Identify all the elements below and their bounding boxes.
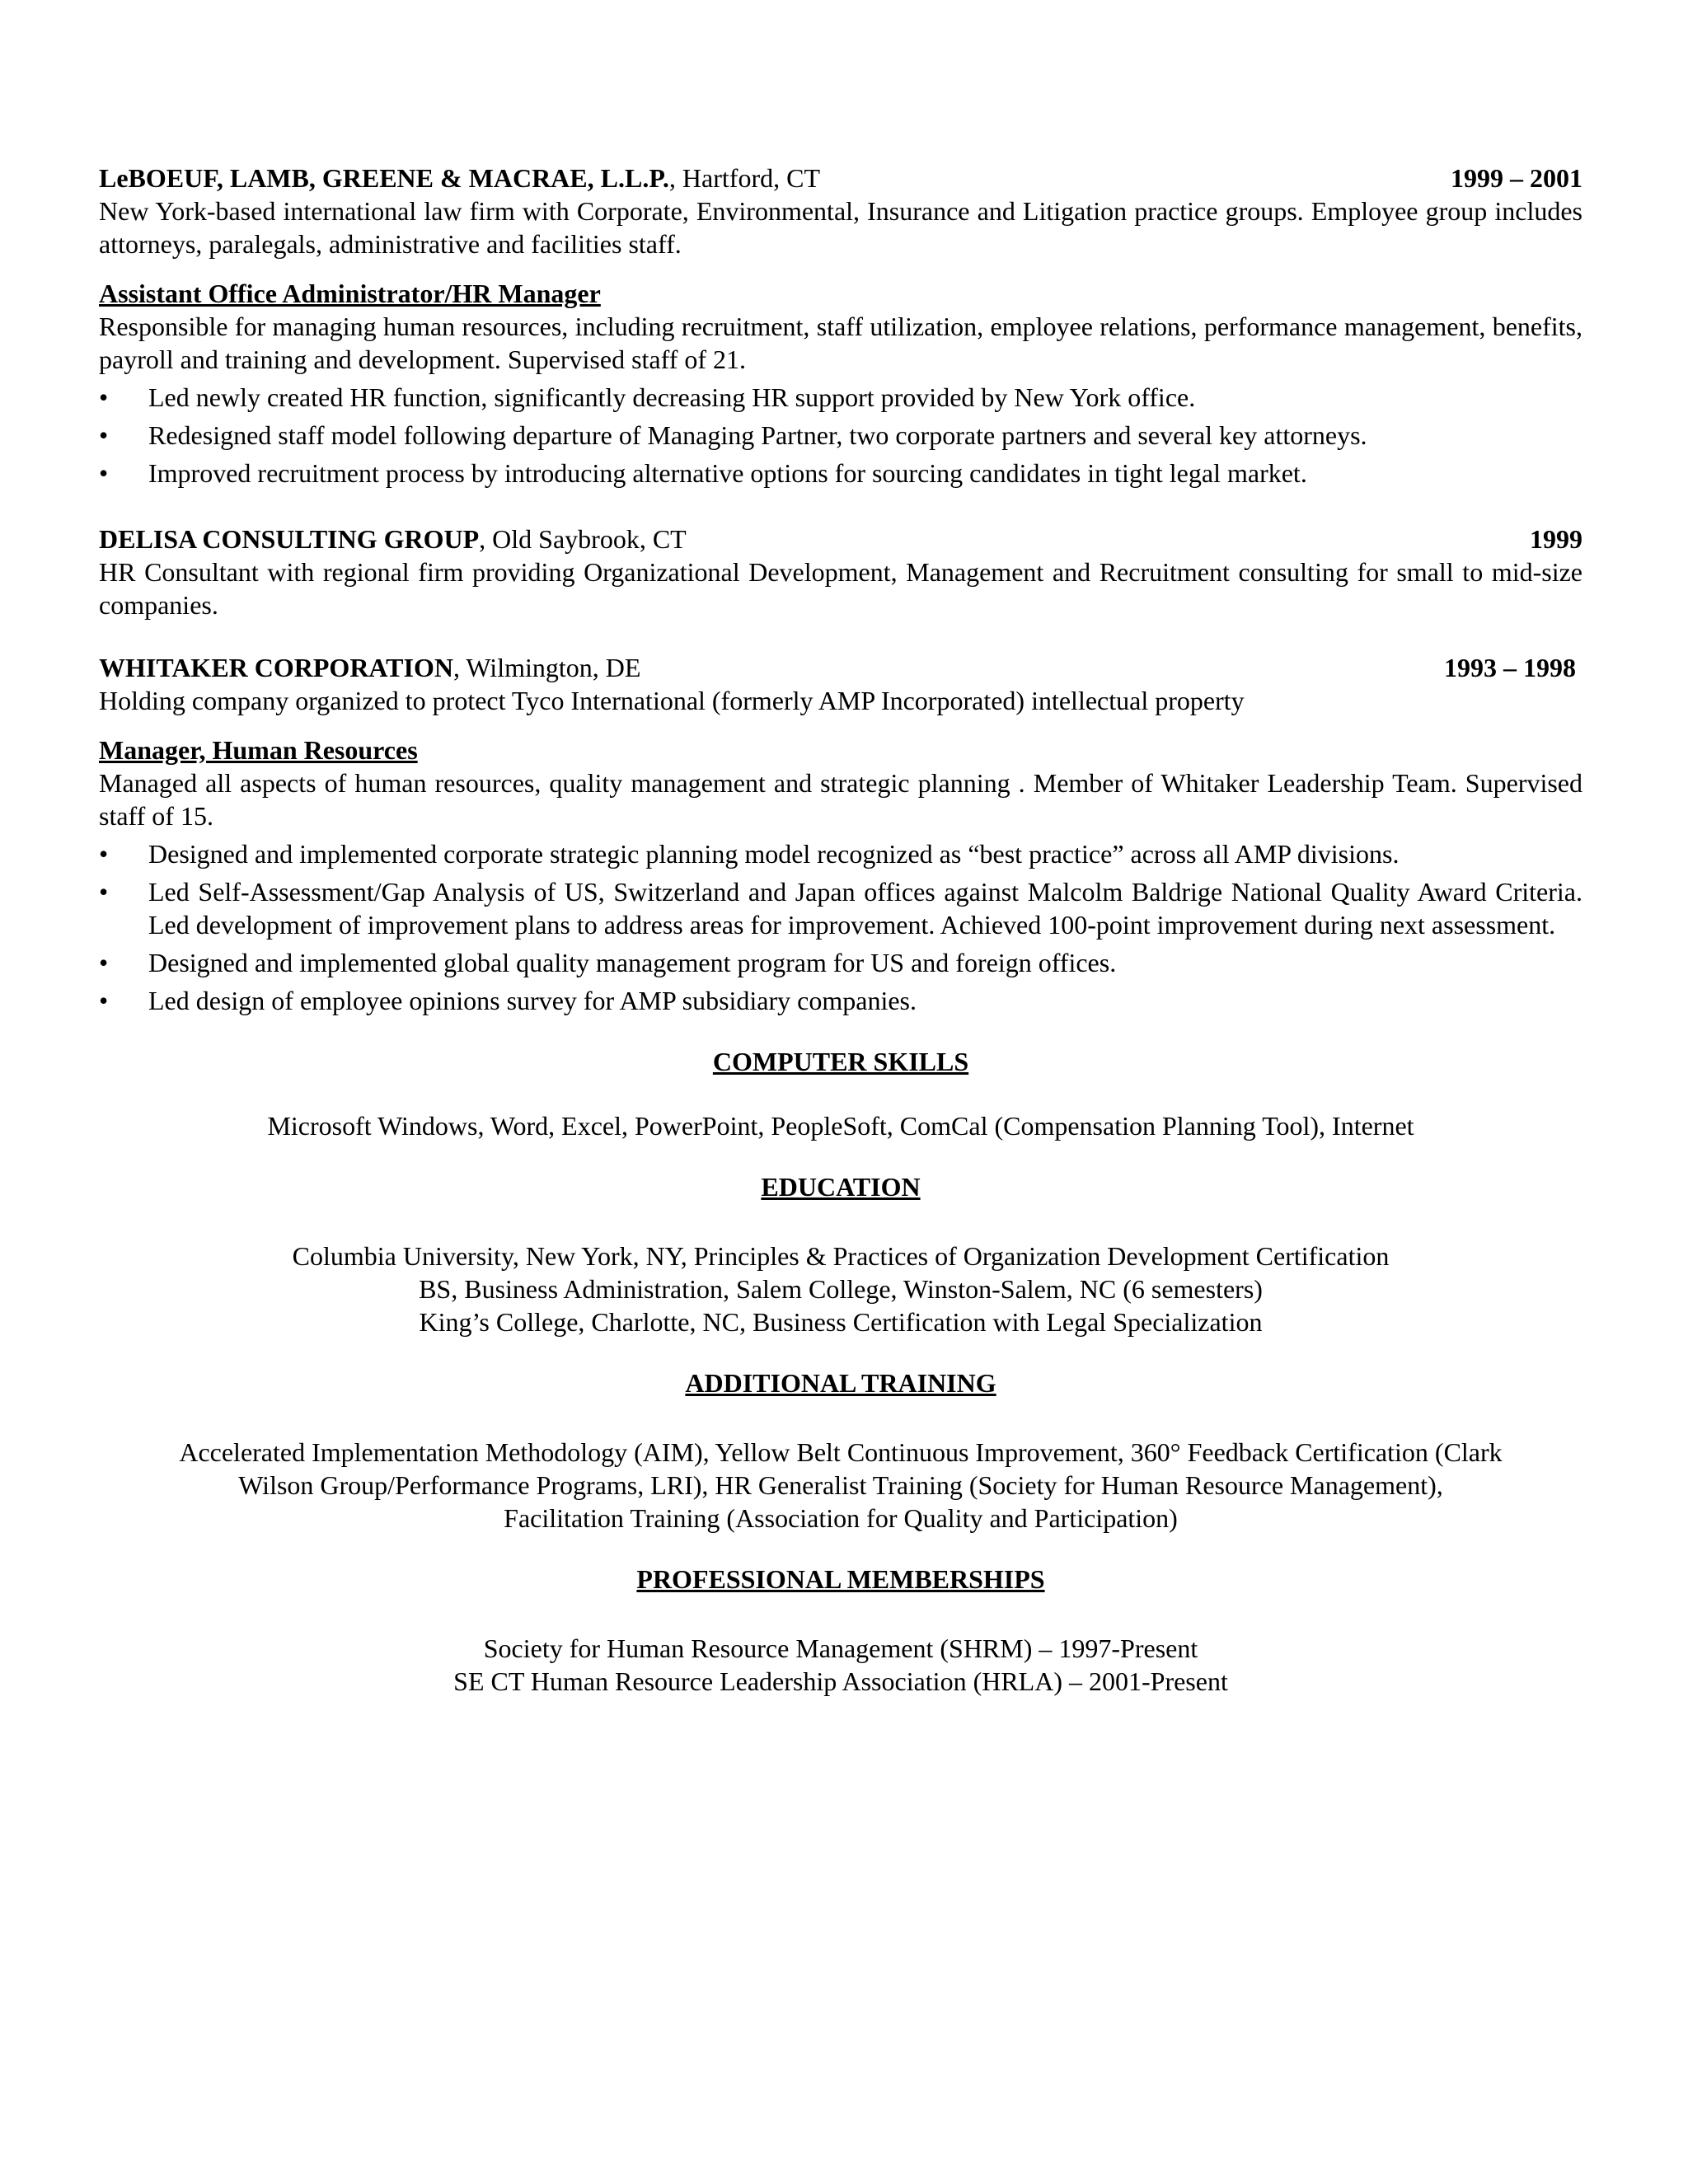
employer-header	[99, 162, 1582, 194]
achievement-item	[99, 984, 1582, 1017]
professional-memberships-section	[99, 1563, 1582, 1698]
achievement-list	[99, 837, 1582, 1017]
firm-name: WHITAKER CORPORATION	[99, 653, 453, 682]
achievement-list	[99, 381, 1582, 490]
bullet-icon: •	[99, 839, 109, 869]
employer-header	[99, 523, 1582, 555]
employer-header	[99, 651, 1582, 684]
section-heading: COMPUTER SKILLS	[712, 1047, 969, 1076]
bullet-icon: •	[99, 877, 109, 907]
achievement-text: Led newly created HR function, significantly decreasing HR support provided by New York office.	[148, 382, 1196, 412]
achievement-text: Redesigned staff model following departure of Managing Partner, two corporate partners and several key attorneys.	[148, 420, 1367, 450]
achievement-text: Designed and implemented global quality management program for US and foreign offices.	[148, 948, 1117, 977]
computer-skills-section	[99, 1045, 1582, 1142]
membership-item: SE CT Human Resource Leadership Association (HRLA) – 2001-Present	[453, 1666, 1228, 1696]
achievement-item	[99, 457, 1582, 490]
firm-description: New York-based international law firm with Corporate, Environmental, Insurance and Litigation practice groups. Employee group includes attorneys, paralegals, administrative and facilities staff.	[99, 196, 1582, 259]
employer-leboeuf	[99, 162, 1582, 490]
education-list	[99, 1240, 1582, 1338]
achievement-text: Designed and implemented corporate strategic planning model recognized as “best practice” across all AMP divisions.	[148, 839, 1400, 869]
achievement-text: Improved recruitment process by introducing alternative options for sourcing candidates in tight legal market.	[148, 458, 1307, 488]
employer-delisa	[99, 523, 1582, 621]
job-title: Manager, Human Resources	[99, 735, 418, 765]
section-heading: PROFESSIONAL MEMBERSHIPS	[636, 1564, 1045, 1594]
education-item: Columbia University, New York, NY, Principles & Practices of Organization Development Certification	[292, 1241, 1390, 1271]
firm-name: DELISA CONSULTING GROUP	[99, 524, 480, 554]
firm-location: , Wilmington, DE	[452, 653, 641, 682]
bullet-icon: •	[99, 458, 109, 488]
resume-page	[99, 162, 1582, 1698]
firm-description: Holding company organized to protect Tyco International (formerly AMP Incorporated) intellectual property	[99, 686, 1245, 715]
membership-list	[99, 1632, 1582, 1698]
training-line: Wilson Group/Performance Programs, LRI), HR Generalist Training (Society for Human Resource Management),	[238, 1470, 1443, 1500]
education-item: BS, Business Administration, Salem College, Winston-Salem, NC (6 semesters)	[419, 1274, 1263, 1304]
employer-whitaker	[99, 651, 1582, 1017]
firm-description: HR Consultant with regional firm providing Organizational Development, Management and Recruitment consulting for small to mid-size companies.	[99, 557, 1582, 620]
education-section	[99, 1170, 1582, 1338]
employment-dates: 1993 – 1998	[1444, 653, 1576, 682]
training-line: Accelerated Implementation Methodology (AIM), Yellow Belt Continuous Improvement, 360° Feedback Certification (Clark	[179, 1437, 1503, 1467]
section-heading: EDUCATION	[761, 1172, 921, 1202]
achievement-text: Led design of employee opinions survey for AMP subsidiary companies.	[148, 986, 917, 1015]
firm-name: LeBOEUF, LAMB, GREENE & MACRAE, L.L.P.	[99, 163, 669, 193]
job-title: Assistant Office Administrator/HR Manager	[99, 279, 601, 308]
training-line: Facilitation Training (Association for Quality and Participation)	[504, 1503, 1178, 1533]
employment-dates: 1999 – 2001	[1451, 163, 1582, 193]
job-summary: Managed all aspects of human resources, quality management and strategic planning . Member of Whitaker Leadership Team. Supervised staff of 15.	[99, 768, 1582, 831]
skills-text: Microsoft Windows, Word, Excel, PowerPoint, PeopleSoft, ComCal (Compensation Planning Tool), Internet	[267, 1111, 1414, 1141]
skills-list	[99, 1109, 1582, 1142]
membership-item: Society for Human Resource Management (SHRM) – 1997-Present	[483, 1633, 1198, 1663]
training-list	[99, 1436, 1582, 1535]
achievement-item	[99, 875, 1582, 941]
section-heading: ADDITIONAL TRAINING	[685, 1368, 996, 1398]
spacer	[99, 490, 1582, 523]
bullet-icon: •	[99, 420, 109, 450]
spacer	[99, 621, 1582, 651]
employment-dates: 1999	[1530, 524, 1582, 554]
firm-location: , Old Saybrook, CT	[479, 524, 687, 554]
achievement-item	[99, 946, 1582, 979]
employer-name-location	[99, 162, 820, 194]
education-item: King’s College, Charlotte, NC, Business Certification with Legal Specialization	[419, 1307, 1263, 1337]
achievement-text: Led Self-Assessment/Gap Analysis of US, Switzerland and Japan offices against Malcolm Baldrige National Quality Award Criteria. Led development of improvement plans to address areas for improvement. Achieved 100-point improvement during next assessment.	[148, 877, 1582, 940]
bullet-icon: •	[99, 382, 109, 412]
firm-location: , Hartford, CT	[668, 163, 820, 193]
additional-training-section	[99, 1366, 1582, 1535]
achievement-item	[99, 419, 1582, 452]
achievement-item	[99, 837, 1582, 870]
employer-name-location	[99, 523, 687, 555]
achievement-item	[99, 381, 1582, 414]
job-summary: Responsible for managing human resources, including recruitment, staff utilization, employee relations, performance management, benefits, payroll and training and development. Supervised staff of 21.	[99, 312, 1582, 374]
bullet-icon: •	[99, 948, 109, 977]
bullet-icon: •	[99, 986, 109, 1015]
employer-name-location	[99, 651, 640, 684]
